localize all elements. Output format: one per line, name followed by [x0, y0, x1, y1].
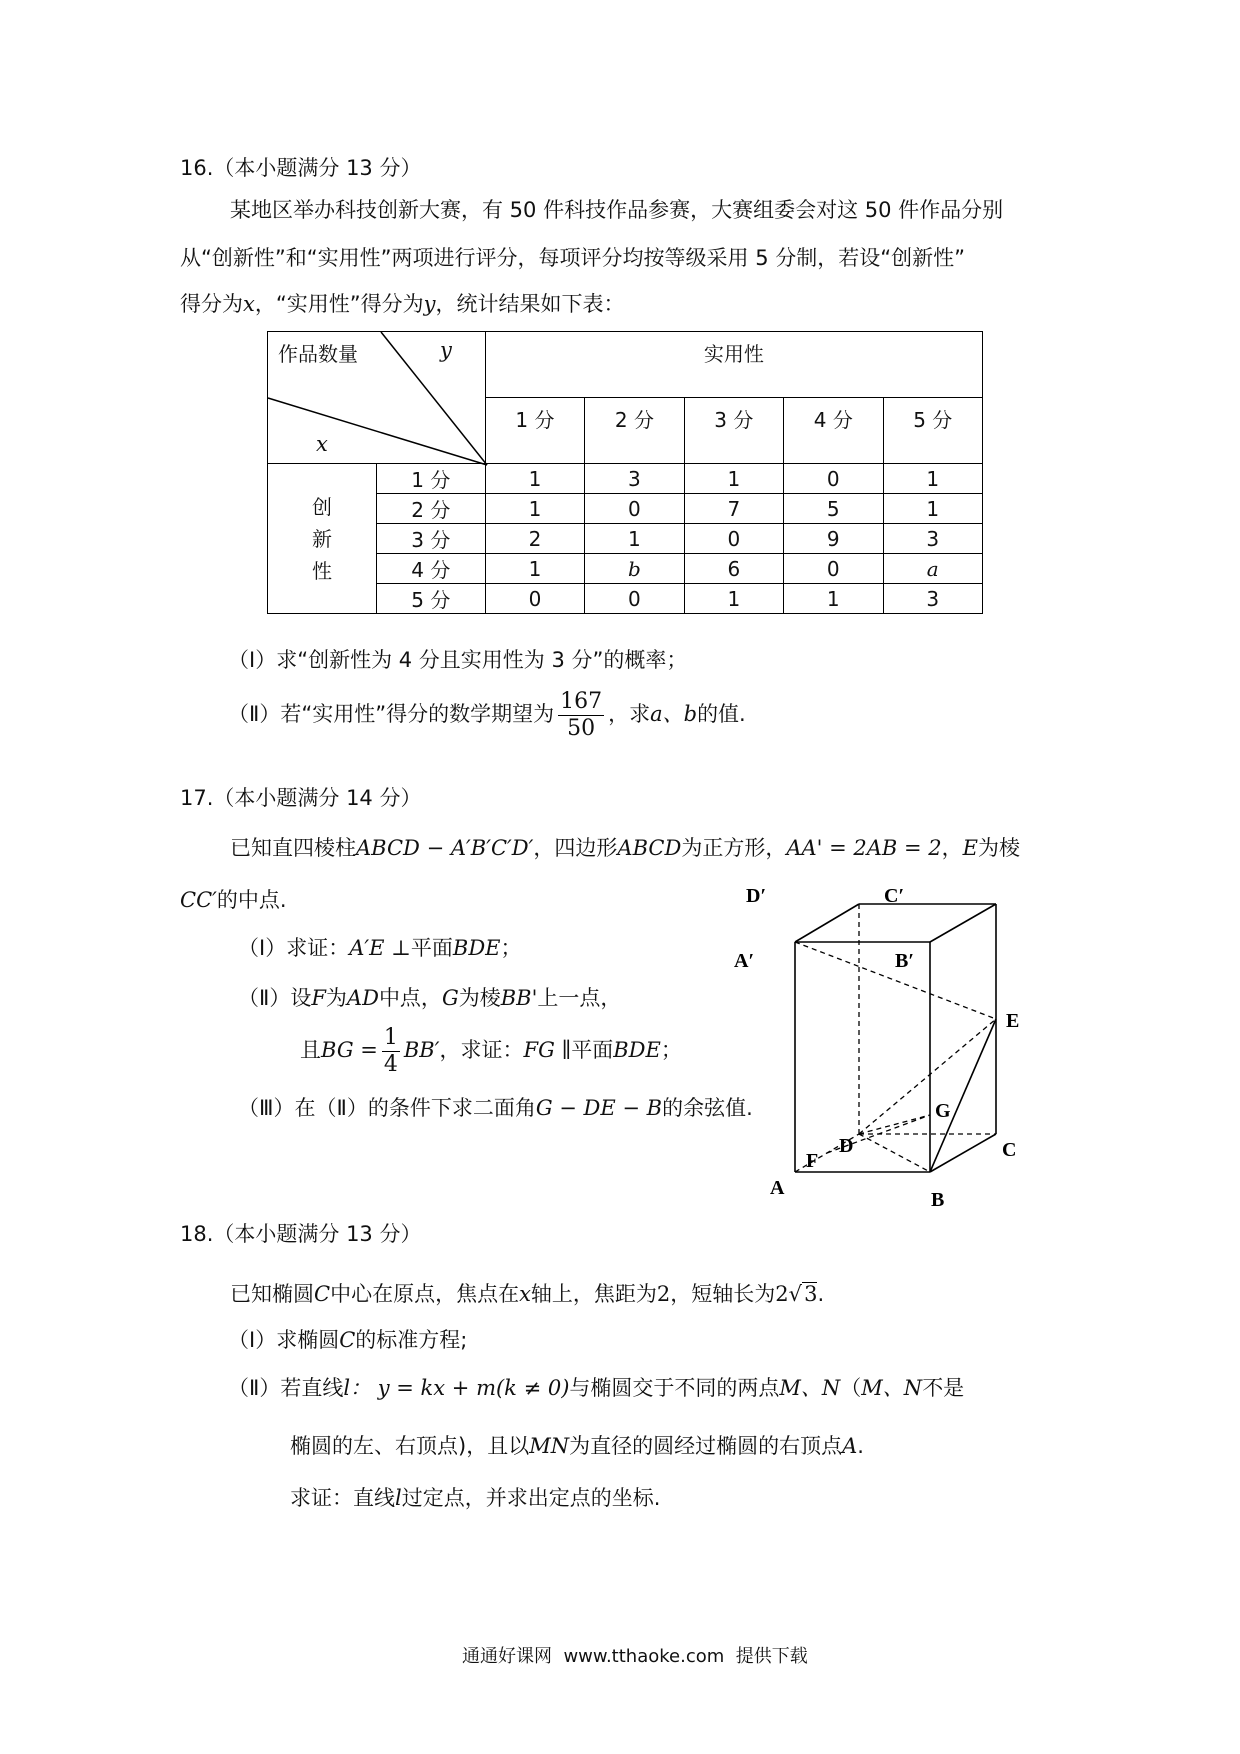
edge-dp-ap	[795, 904, 859, 942]
table-cell: 6	[684, 554, 783, 584]
vertex-label-bp: B′	[895, 950, 914, 972]
table-cell: 3	[883, 524, 983, 554]
row-header-cell: 5 分	[376, 584, 485, 614]
table-cell: 3	[883, 584, 983, 614]
vertex-label-e: E	[1006, 1010, 1020, 1032]
table-cell: 1	[485, 494, 584, 524]
vertex-label-d: D	[839, 1135, 854, 1157]
q17-part-3: （Ⅲ）在（Ⅱ）的条件下求二面角G − DE − B的余弦值.	[238, 1096, 753, 1120]
q18-part-2: （Ⅱ）若直线l： y = kx + m(k ≠ 0)与椭圆交于不同的两点M、N（M、N不是	[228, 1376, 965, 1400]
q17-part-2: （Ⅱ）设F为AD中点，G为棱BB'上一点，	[238, 986, 622, 1010]
row-header-cell: 3 分	[376, 524, 485, 554]
page-footer: 通通好课网 www.tthaoke.com 提供下载	[462, 1646, 808, 1667]
row-header-cell: 4 分	[376, 554, 485, 584]
col-header-cell: 3 分	[684, 398, 783, 464]
quarter-fraction: $\frac{1}{4}$	[383, 1024, 398, 1077]
vertex-label-dp: D′	[746, 885, 767, 907]
table-cell: 7	[684, 494, 783, 524]
col-header-cell: 5 分	[883, 398, 983, 464]
table-cell: 1	[684, 464, 783, 494]
row-group-char: 性	[311, 558, 332, 583]
sqrt-three: 3	[804, 1282, 818, 1306]
vertex-label-c: C	[1002, 1139, 1017, 1161]
table-cell: 1	[485, 464, 584, 494]
corner-label-x: x	[316, 432, 328, 456]
q18-part-2-prove: 求证：直线l过定点，并求出定点的坐标.	[290, 1486, 661, 1510]
table-cell: 1	[883, 494, 983, 524]
vertex-label-b: B	[931, 1189, 945, 1211]
col-header-cell: 2 分	[585, 398, 684, 464]
table-cell: 1	[784, 584, 883, 614]
q18-part-2-continued: 椭圆的左、右顶点)，且以MN为直径的圆经过椭圆的右顶点A.	[290, 1434, 864, 1458]
table-cell: 0	[784, 554, 883, 584]
table-body	[268, 464, 983, 614]
corner-label-y: y	[440, 338, 452, 362]
table-cell: 1	[883, 464, 983, 494]
corner-label-count: 作品数量	[278, 342, 358, 366]
score-table	[267, 331, 983, 614]
table-cell: 1	[485, 554, 584, 584]
vertex-label-g: G	[935, 1100, 951, 1122]
q17-paragraph-1: 已知直四棱柱ABCD − A′B′C′D′，四边形ABCD为正方形，AA' = 2AB = 2，E为棱	[230, 836, 1020, 860]
q17-paragraph-2: CC′的中点.	[180, 888, 287, 912]
q16-header: 16.（本小题满分 13 分）	[180, 156, 422, 180]
q17-part-2-continued: 且BG = $\frac{1}{4}$ BB′，求证：FG ∥平面BDE；	[300, 1024, 682, 1077]
row-group-char: 新	[311, 526, 332, 551]
segment-b-e	[930, 1019, 996, 1172]
table-cell: a	[883, 554, 983, 584]
vertex-label-a: A	[770, 1177, 785, 1199]
table-cell: 1	[585, 524, 684, 554]
row-group-char: 创	[311, 494, 332, 519]
edge-b-c	[930, 1134, 996, 1172]
edge-bp-cp	[930, 904, 996, 942]
q17-part-1: （Ⅰ）求证：A′E ⊥平面BDE；	[238, 936, 522, 960]
q16-paragraph-2: 从“创新性”和“实用性”两项进行评分，每项评分均按等级采用 5 分制，若设“创新性”	[180, 246, 965, 270]
table-cell: 0	[784, 464, 883, 494]
table-cell: 1	[684, 584, 783, 614]
table-cell: 0	[485, 584, 584, 614]
table-cell: 0	[585, 494, 684, 524]
vertex-label-cp: C′	[884, 885, 905, 907]
segment-d-g	[859, 1115, 930, 1134]
col-header-cell: 1 分	[485, 398, 584, 464]
q18-paragraph-1: 已知椭圆C中心在原点，焦点在x轴上，焦距为2，短轴长为2√3.	[230, 1282, 825, 1306]
vertex-label-ap: A′	[734, 950, 755, 972]
q16-paragraph-3: 得分为x，“实用性”得分为y，统计结果如下表：	[180, 292, 625, 316]
table-cell: 9	[784, 524, 883, 554]
q17-header: 17.（本小题满分 14 分）	[180, 786, 422, 810]
vertex-label-f: F	[806, 1150, 819, 1172]
q18-header: 18.（本小题满分 13 分）	[180, 1222, 422, 1246]
q18-part-1: （Ⅰ）求椭圆C的标准方程;	[228, 1328, 468, 1352]
prism-figure	[734, 870, 1030, 1211]
col-header-cell: 4 分	[784, 398, 883, 464]
row-group-header	[268, 464, 377, 614]
table-cell: 0	[585, 584, 684, 614]
table-cell: b	[585, 554, 684, 584]
q16-part-2: （Ⅱ）若“实用性”得分的数学期望为 $\frac{167}{50}$ ，求a、b的值.	[228, 688, 746, 741]
row-header-cell: 2 分	[376, 494, 485, 524]
q16-paragraph-1: 某地区举办科技创新大赛，有 50 件科技作品参赛，大赛组委会对这 50 件作品分别	[230, 198, 1004, 222]
table-cell: 3	[585, 464, 684, 494]
table-row	[268, 464, 983, 494]
table-cell: 5	[784, 494, 883, 524]
table-cell: 2	[485, 524, 584, 554]
segment-d-b	[859, 1134, 930, 1172]
table-cell: 0	[684, 524, 783, 554]
segment-d-e	[859, 1019, 996, 1134]
table-corner-cell	[268, 332, 486, 464]
row-header-cell: 1 分	[376, 464, 485, 494]
q16-part-1: （Ⅰ）求“创新性为 4 分且实用性为 3 分”的概率；	[228, 648, 688, 672]
expectation-fraction: $\frac{167}{50}$	[560, 688, 603, 741]
col-group-header: 实用性	[485, 332, 982, 398]
